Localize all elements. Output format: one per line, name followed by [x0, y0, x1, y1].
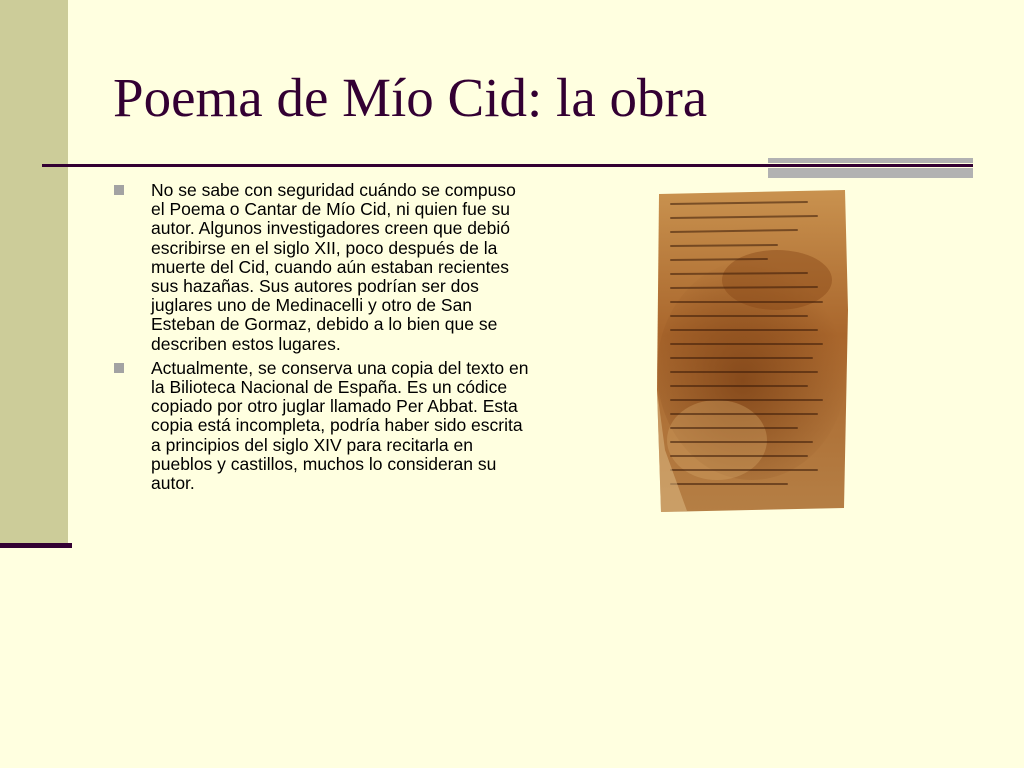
- bullet-text: No se sabe con seguridad cuándo se compuso el Poema o Cantar de Mío Cid, ni quien fue su autor. Algunos investigadores creen que debió escribirse en el siglo XII, poco después de la muerte del Cid, cuando aún estaban recientes sus hazañas. Sus autores podrían ser dos juglares uno de Medinacelli y otro de San Esteban de Gormaz, debido a lo bien que se describen estos lugares.: [151, 180, 516, 354]
- bullet-item: [113, 181, 533, 354]
- gray-accent-bar-upper: [768, 158, 973, 163]
- side-bar-underline: [0, 543, 72, 548]
- square-bullet-icon: [114, 363, 124, 373]
- bullet-text: Actualmente, se conserva una copia del texto en la Bilioteca Nacional de España. Es un códice copiado por otro juglar llamado Per Abbat. Esta copia está incompleta, podría haber sido escrita a principios del siglo XIV para recitarla en pueblos y castillos, muchos lo consideran su autor.: [151, 357, 529, 494]
- bullet-item: [113, 359, 533, 493]
- side-bar: [0, 0, 68, 545]
- gray-accent-bar-lower: [768, 168, 973, 178]
- square-bullet-icon: [114, 185, 124, 195]
- bullet-list: [113, 181, 533, 498]
- slide-title: Poema de Mío Cid: la obra: [113, 67, 708, 128]
- title-divider: [42, 164, 973, 167]
- manuscript-image: [657, 190, 848, 512]
